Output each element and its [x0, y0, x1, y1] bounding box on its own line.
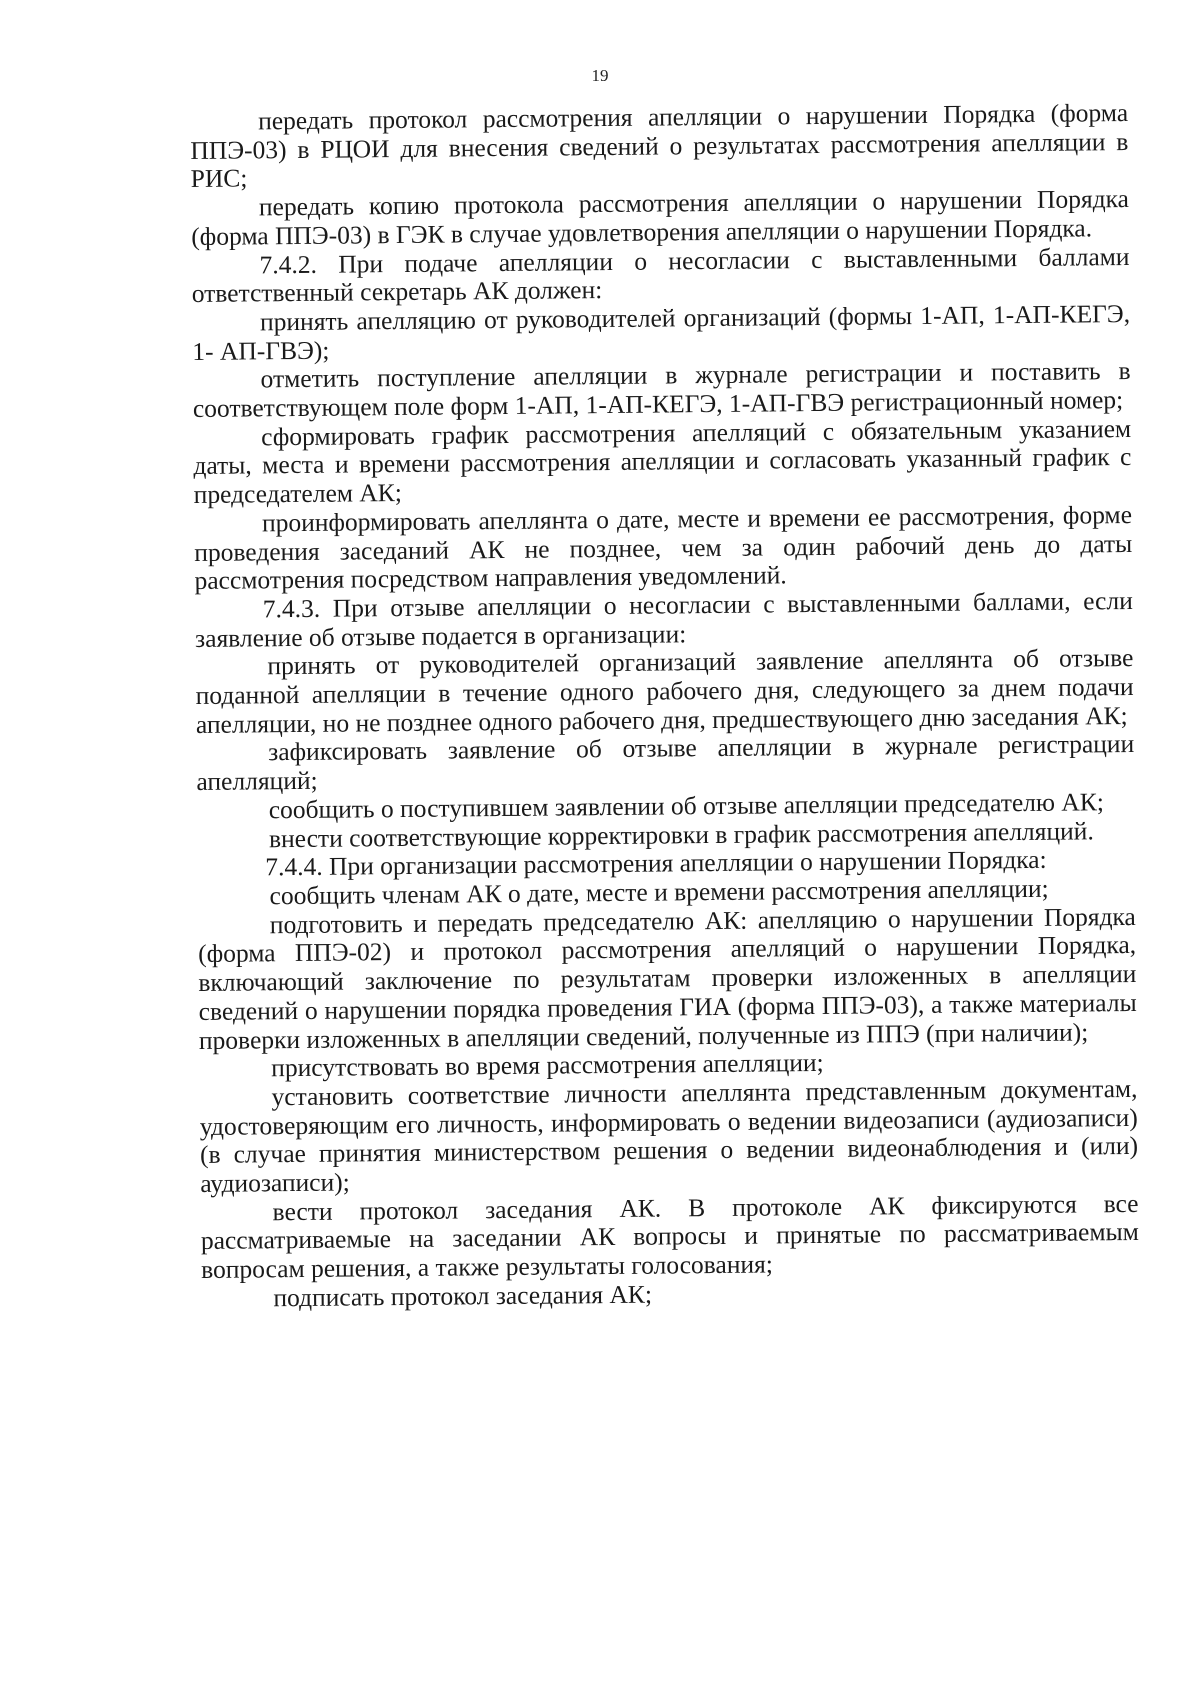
paragraph: 7.4.4. При организации рассмотрения апелляции о нарушении Порядка:	[265, 845, 1047, 882]
paragraph: принять апелляцию от руководителей организаций (формы 1-АП, 1-АП-КЕГЭ, 1- АП-ГВЭ);	[192, 298, 1131, 366]
paragraph: принять от руководителей организаций заявление апеллянта об отзыве поданной апелляции в течение одного рабочего дня, следующего за днем подачи апелляции, но не позднее одного рабочего дня, предшествующего дню заседания АК;	[195, 643, 1134, 739]
paragraph: отметить поступление апелляции в журнале регистрации и поставить в соответствующем поле форм 1-АП, 1-АП-КЕГЭ, 1-АП-ГВЭ регистрационный номер;	[192, 356, 1131, 424]
paragraph: сообщить о поступившем заявлении об отзыве апелляции председателю АК;	[268, 787, 1104, 825]
paragraph: подготовить и передать председателю АК: апелляцию о нарушении Порядка (форма ППЭ-02) и протокол рассмотрения апелляций о нарушении Порядка, включающий заключение по результатам проверки изложенных в апелляции сведений о нарушении порядка проведения ГИА (форма ППЭ-03), а также материалы проверки изложенных в апелляции сведений, полученные из ППЭ (при наличии);	[197, 901, 1137, 1055]
paragraph: сформировать график рассмотрения апелляций с обязательным указанием даты, места и времени рассмотрения апелляции и согласовать указанный график с председателем АК;	[193, 413, 1132, 510]
paragraph: зафиксировать заявление об отзыве апелляции в журнале регистрации апелляций;	[196, 729, 1135, 797]
paragraph: подписать протокол заседания АК;	[273, 1279, 653, 1313]
paragraph: сообщить членам АК о дате, месте и времени рассмотрения апелляции;	[269, 873, 1049, 911]
paragraph: передать копию протокола рассмотрения апелляции о нарушении Порядка (форма ППЭ-03) в ГЭК в случае удовлетворения апелляции о нарушении Порядка.	[191, 184, 1130, 251]
paragraph: 7.4.3. При отзыве апелляции о несогласии с выставленными баллами, если заявление об отзыве подается в организации:	[194, 585, 1133, 653]
document-body	[190, 99, 1140, 1313]
page-number: 19	[591, 66, 609, 85]
paragraph: установить соответствие личности апеллянта представленным документам, удостоверяющим его личность, информировать о ведении видеозаписи (аудиозаписи) (в случае принятия министерством решения о ведении видеонаблюдения и (или) аудиозаписи);	[199, 1073, 1139, 1198]
paragraph: внести соответствующие корректировки в график рассмотрения апелляций.	[268, 815, 1094, 853]
paragraph: вести протокол заседания АК. В протоколе АК фиксируются все рассматриваемые на заседании АК вопросы и принятые по рассматриваемым вопросам решения, а также результаты голосования;	[200, 1188, 1139, 1285]
paragraph: проинформировать апеллянта о дате, месте и времени ее рассмотрения, форме проведения заседаний АК не позднее, чем за один рабочий день до даты рассмотрения посредством направления уведомлений.	[194, 499, 1133, 596]
paragraph: передать протокол рассмотрения апелляции о нарушении Порядка (форма ППЭ-03) в РЦОИ для внесения сведений о результатах рассмотрения апелляции в РИС;	[190, 97, 1129, 194]
paragraph: 7.4.2. При подаче апелляции о несогласии с выставленными баллами ответственный секретарь АК должен:	[191, 241, 1130, 309]
paragraph: присутствовать во время рассмотрения апелляции;	[271, 1048, 824, 1083]
